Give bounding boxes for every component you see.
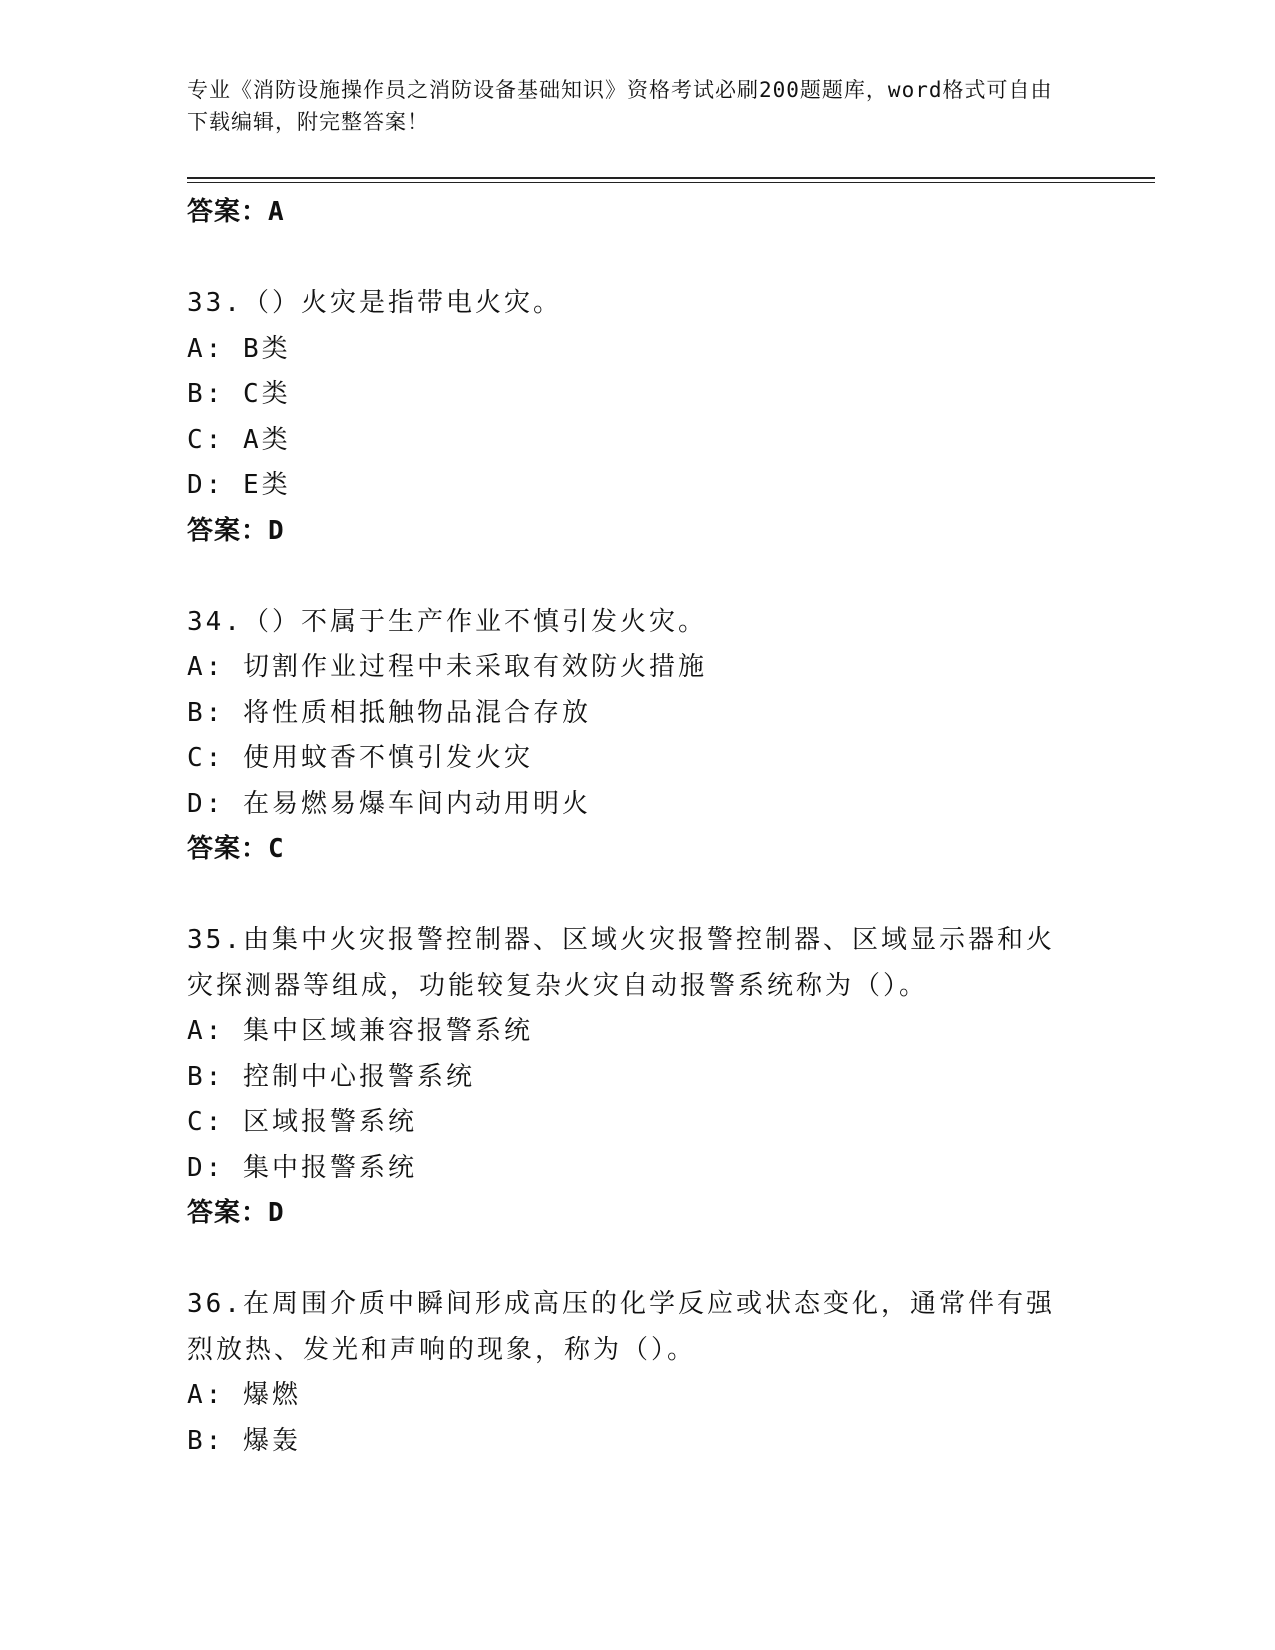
question-33-option-d: D: E类 <box>187 470 291 500</box>
question-content <box>187 190 1087 1464</box>
question-33-option-b: B: C类 <box>187 379 291 409</box>
question-33-text: 33.（）火灾是指带电火灾。 <box>187 288 562 318</box>
question-33-answer: 答案：D <box>187 515 285 546</box>
document-header: 专业《消防设施操作员之消防设备基础知识》资格考试必刷200题题库，word格式可自由下载编辑，附完整答案！ <box>187 78 1053 134</box>
spacer <box>187 236 1087 282</box>
question-34-answer: 答案：C <box>187 834 285 864</box>
question-36-option-b: B: 爆轰 <box>187 1425 301 1456</box>
spacer <box>187 554 1087 600</box>
question-34-option-c: C: 使用蚊香不慎引发火灾 <box>187 743 533 773</box>
question-35-option-c: C: 区域报警系统 <box>187 1107 417 1137</box>
question-36-option-a: A: 爆燃 <box>187 1380 301 1410</box>
spacer <box>187 1237 1087 1283</box>
question-35-option-d: D: 集中报警系统 <box>187 1152 417 1183</box>
question-35-text: 35.由集中火灾报警控制器、区域火灾报警控制器、区域显示器和火灾探测器等组成，功能较复杂火灾自动报警系统称为（）。 <box>187 925 1055 1001</box>
question-34-text: 34.（）不属于生产作业不慎引发火灾。 <box>187 606 707 637</box>
question-33-option-a: A: B类 <box>187 333 291 364</box>
spacer <box>187 873 1087 919</box>
question-34-option-a: A: 切割作业过程中未采取有效防火措施 <box>187 652 707 682</box>
question-35-option-b: B: 控制中心报警系统 <box>187 1061 475 1092</box>
question-34-option-b: B: 将性质相抵触物品混合存放 <box>187 697 591 728</box>
question-34-option-d: D: 在易燃易爆车间内动用明火 <box>187 788 591 819</box>
question-33-option-c: C: A类 <box>187 424 291 455</box>
question-36-text: 36.在周围介质中瞬间形成高压的化学反应或状态变化，通常伴有强烈放热、发光和声响的现象，称为（）。 <box>187 1289 1055 1365</box>
question-35-option-a: A: 集中区域兼容报警系统 <box>187 1016 533 1046</box>
header-divider-thick <box>187 177 1155 179</box>
previous-answer: 答案：A <box>187 197 285 227</box>
question-35-answer: 答案：D <box>187 1198 285 1228</box>
header-divider-thin <box>187 182 1155 183</box>
